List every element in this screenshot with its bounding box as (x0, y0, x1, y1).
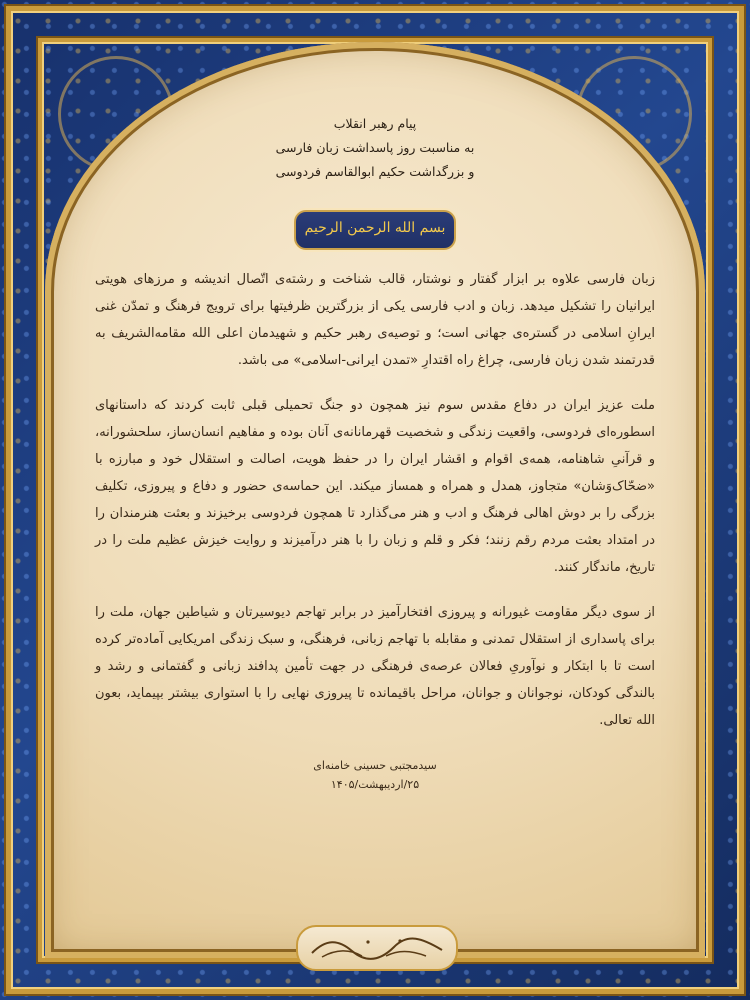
paragraph-3: از سوی دیگر مقاومت غیورانه و پیروزی افتخارآمیز در برابر تهاجم دیوسیرتان و شیاطین جهان، ملت را برای پاسداری از استقلال تمدنی و مقابله با تهاجم زبانی، فرهنگی، و سبک زندگی امریکایی آماده‌تر کرده است تا با ابتکار و نوآوریِ فعالان عرصه‌ی فرهنگی در جهت تأمین پدافند زبانی و گفتمانی و رشد و بالندگی کودکان، نوجوانان و جوانان، مراحل باقیمانده تا پیروزی نهایی را با استواری بیشتر بپیماید، بعون الله تعالی. (95, 605, 655, 728)
signature-seal (296, 925, 458, 971)
message-content (95, 112, 655, 794)
heading-line-2: به مناسبت روز پاسداشت زبان فارسی (275, 140, 475, 155)
signature-date: ۲۵/اردیبهشت/۱۴۰۵ (330, 778, 420, 791)
signature-name: سیدمجتبی حسینی خامنه‌ای (313, 759, 437, 772)
seal-calligraphy-icon (302, 931, 452, 965)
basmala-banner: بسم الله الرحمن الرحیم (294, 210, 456, 250)
message-heading (95, 112, 655, 184)
heading-line-1: پیام رهبر انقلاب (333, 116, 417, 131)
paragraph-2: ملت عزیز ایران در دفاع مقدس سوم نیز همچون دو جنگ تحمیلی قبلی ثابت کردند که داستانهای اسطوره‌ای فردوسی، واقعیت زندگی و شخصیت قهرمانانه‌ی آنان بوده و مفاهیم انسان‌ساز، سلحشورانه، و قرآنیِ شاهنامه، همه‌ی اقوام و اقشار ایران را در حفظ هویت، اصالت و استقلال خود و مبارزه با «ضحّاک‌وَشان» متجاوز، همدل و همراه و همساز میکند. این حماسه‌ی حضور و دفاع و پیروزی، تکلیف بزرگی را بر دوش اهالی فرهنگ و ادب و هنر می‌گذارد تا همچون فردوسی برخیزند و بعثت هنرمندان را در امتداد بعثت مردم رقم زنند؛ فکر و قلم و زبان را با هنر درآمیزند و روایت خیزش عظیم ملت را در تاریخ، ماندگار کنند. (95, 398, 655, 575)
heading-line-3: و بزرگداشت حکیم ابوالقاسم فردوسی (275, 164, 475, 179)
paragraph-1: زبان فارسی علاوه بر ابزار گفتار و نوشتار، قالب شناخت و رشته‌ی اتّصال اندیشه و مرزهای هویتی ایرانیان را تشکیل میدهد. زبان و ادب فارسی یکی از بزرگترین ظرفیتها برای ترویج فرهنگ و تمدّن غنی ایرانِ اسلامی در گستره‌ی جهانی است؛ و توصیه‌ی رهبر حکیم و شهیدمان اعلی الله مقامه‌الشریف به قدرتمند شدن زبان فارسی، چراغ راه اقتدارِ «تمدن ایرانی-اسلامی» می باشد. (95, 272, 655, 368)
